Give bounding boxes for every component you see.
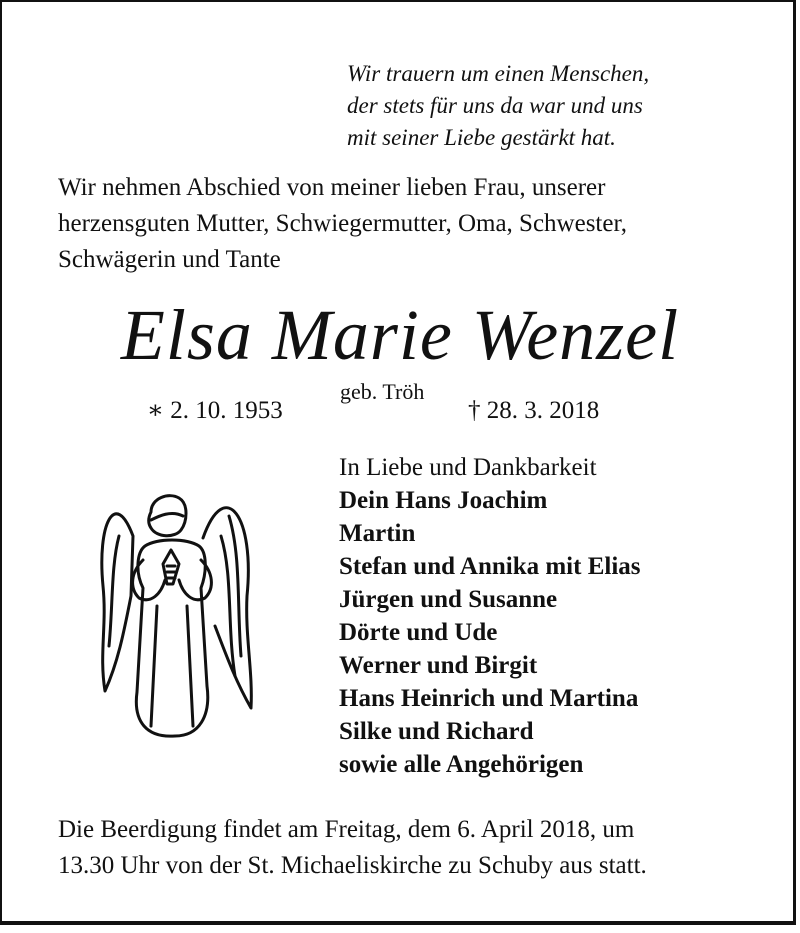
intro-line: Wir nehmen Abschied von meiner lieben Frau, unserer	[58, 174, 606, 201]
family-member: Silke und Richard	[339, 718, 534, 745]
funeral-notice	[58, 812, 647, 884]
family-member: Hans Heinrich und Martina	[339, 685, 639, 712]
funeral-line: Die Beerdigung findet am Freitag, dem 6. April 2018, um	[58, 816, 635, 843]
angel-icon	[95, 476, 255, 740]
family-lead: In Liebe und Dankbarkeit	[339, 454, 597, 481]
funeral-line: 13.30 Uhr von der St. Michaeliskirche zu Schuby aus statt.	[58, 852, 647, 879]
family-signatures	[339, 451, 641, 781]
quote-line: Wir trauern um einen Menschen,	[347, 61, 650, 86]
farewell-intro	[58, 170, 627, 278]
family-member: sowie alle Angehörigen	[339, 751, 584, 778]
memorial-quote	[347, 58, 649, 154]
family-member: Dein Hans Joachim	[339, 487, 548, 514]
family-member: Werner und Birgit	[339, 652, 538, 679]
family-member: Jürgen und Susanne	[339, 586, 558, 613]
family-member: Dörte und Ude	[339, 619, 498, 646]
maiden-name: geb. Tröh	[340, 379, 425, 404]
family-member: Martin	[339, 520, 416, 547]
intro-line: Schwägerin und Tante	[58, 246, 281, 273]
quote-line: der stets für uns da war und uns	[347, 93, 643, 118]
death-date: † 28. 3. 2018	[468, 397, 600, 424]
birth-date: ∗ 2. 10. 1953	[147, 397, 283, 424]
intro-line: herzensguten Mutter, Schwiegermutter, Oma, Schwester,	[58, 210, 628, 237]
family-member: Stefan und Annika mit Elias	[339, 553, 641, 580]
quote-line: mit seiner Liebe gestärkt hat.	[347, 125, 616, 150]
deceased-name: Elsa Marie Wenzel	[120, 295, 680, 375]
